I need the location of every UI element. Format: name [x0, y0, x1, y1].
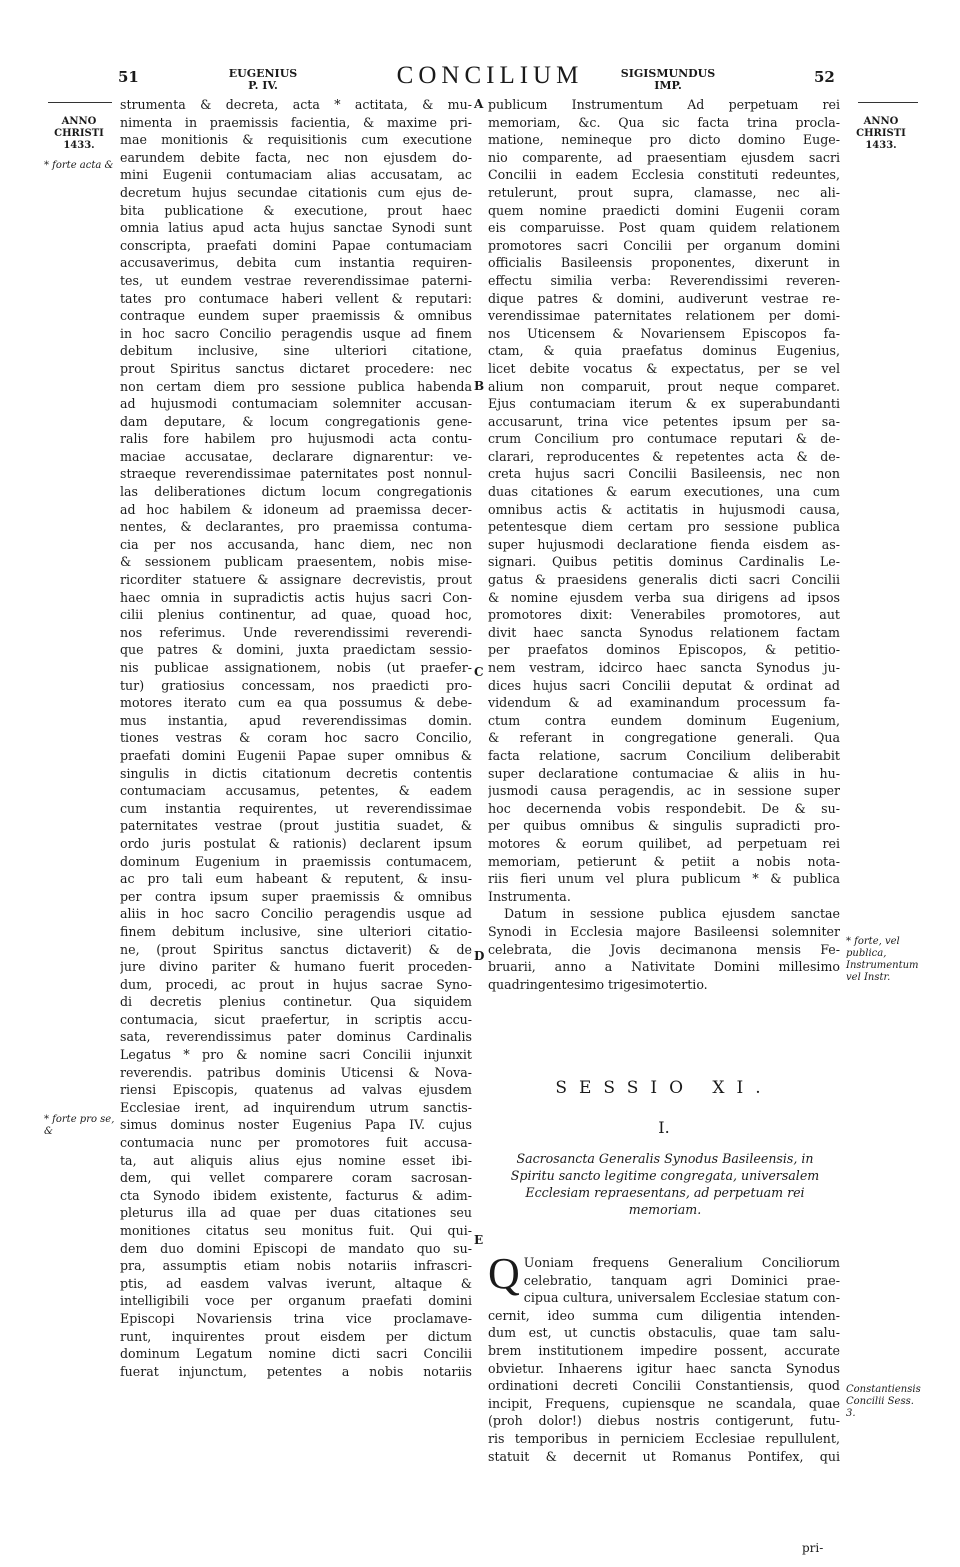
left-column-line: las deliberationes dictum locum congregationis: [120, 484, 472, 500]
right-column-line: Datum in sessione publica ejusdem sanctae: [504, 906, 840, 922]
left-column-line: cum instantia requirentes, ut reverendissimae: [120, 800, 472, 816]
left-column-line: reverendis. patribus dominis Uticensi & Nova-: [120, 1064, 472, 1080]
left-column-line: ptis, ad easdem valvas iverunt, altaque &: [120, 1275, 472, 1291]
right-column-line: Instrumenta.: [488, 888, 571, 904]
right-column-line: hoc decernenda vobis respondebit. De & su-: [488, 800, 840, 816]
left-column-line: ad hujusmodi contumaciam solemniter accusan-: [120, 396, 472, 412]
margin-rule-right: [858, 102, 918, 103]
left-column-line: mus instantia, apud reverendissimas domin.: [120, 712, 472, 728]
left-column-line: contumaciam accusamus, petentes, & eadem: [120, 783, 472, 799]
right-column-line: clarari, reproducentes & repetentes acta & de-: [488, 448, 840, 464]
right-column-line: nos Uticensem & Novariensem Episcopos fa-: [488, 325, 840, 341]
left-column-line: ricorditer statuere & assignare decrevistis, prout: [120, 572, 472, 588]
left-column-line: aliis in hoc sacro Concilio peragendis usque ad: [120, 906, 472, 922]
decree-line: cipua cultura, universalem Ecclesiae statum con-: [523, 1290, 840, 1306]
left-column-line: pleturus illa ad quae per duas citationes seu: [120, 1205, 472, 1221]
left-column-line: earundem debite facta, nec non ejusdem do-: [120, 149, 472, 165]
decree-line: (proh dolor!) diebus nostris contigerunt, futu-: [488, 1413, 840, 1429]
left-column-line: que patres & domini, juxta praedictam sessio-: [120, 642, 472, 658]
left-column-line: fuerat injunctum, petentes a nobis notariis: [120, 1363, 472, 1379]
right-column-line: riis fieri unum vel plura publicum * & publica: [488, 871, 840, 887]
anno-christi-left: [44, 116, 114, 152]
left-column-line: tes, ut eundem vestrae reverendissimae paterni-: [120, 272, 472, 288]
left-column-line: riensi Episcopis, quatenus ad valvas ejusdem: [120, 1082, 472, 1098]
right-column-line: alium non comparuit, prout neque comparet.: [488, 378, 840, 394]
left-column-line: contumacia, sicut praefertur, in scriptis accu-: [120, 1011, 472, 1027]
left-column-line: cilii plenius continentur, ad quae, quoad hoc,: [120, 607, 472, 623]
left-column-line: dominum Eugenium in praemissis contumacem,: [120, 853, 472, 869]
right-text-column: [488, 96, 840, 993]
left-column-line: strumenta & decreta, acta * actitata, & mu-: [120, 97, 472, 112]
right-column-line: motores & eorum quilibet, ad perpetuam rei: [488, 835, 840, 851]
left-column-line: mini Eugenii contumaciam alias accusatam, ac: [120, 167, 472, 183]
section-letter-c: C: [474, 665, 484, 679]
left-column-line: ordo juris postulat & rationis) declarent ipsum: [120, 835, 472, 851]
right-column-line: promotores sacri Concilii per organum domini: [488, 237, 840, 253]
left-column-line: praefati domini Eugenii Papae super omnibus &: [120, 747, 472, 763]
left-column-line: jure divino pariter & humano fuerit proceden-: [120, 959, 472, 975]
margin-note-constantiensis: Constantiensis Concilii Sess. 3.: [846, 1384, 921, 1419]
right-column-line: super hujusmodi declaratione fienda eisdem as-: [488, 536, 840, 552]
page-number-left: 51: [118, 68, 139, 86]
right-column-line: & referant in congregatione generali. Qua: [488, 730, 840, 746]
left-column-line: dum, procedi, ac prout in hujus sacrae Syno-: [120, 976, 472, 992]
left-column-line: debitum inclusive, sine ulteriori citatione,: [120, 343, 472, 359]
left-column-line: non certam diem pro sessione publica habenda: [120, 378, 472, 394]
margin-rule-left: [48, 102, 112, 103]
decree-line: dum est, ut cunctis obstaculis, quae tam salu-: [488, 1325, 840, 1341]
decree-line: ris temporibus in perniciem Ecclesiae repullulent,: [488, 1430, 840, 1446]
left-column-line: cia per nos accusanda, hanc diem, nec non: [120, 536, 472, 552]
section-letter-a: A: [474, 97, 484, 111]
page-title: CONCILIUM: [396, 62, 584, 89]
right-column-line: petentesque diem certam pro sessione publica: [488, 519, 840, 535]
left-column-line: paternitates vestrae (prout justitia suadet, &: [120, 818, 472, 834]
right-column-line: & nomine ejusdem verba sua dirigens ad ipsos: [488, 589, 840, 605]
left-column-line: motores iterato cum ea qua possumus & debe-: [120, 695, 472, 711]
anno-christi-right: [846, 116, 916, 152]
right-column-line: quem nomine praedicti domini Eugenii coram: [488, 202, 840, 218]
anno-right-line-2: CHRISTI: [856, 128, 906, 139]
right-column-line: nem vestram, idcirco haec sancta Synodus ju-: [488, 660, 840, 675]
left-column-line: singulis in dictis citationum decretis contentis: [120, 765, 472, 781]
section-letter-b: B: [474, 379, 485, 393]
left-column-line: contumacia nunc per promotores fuit accusa-: [120, 1135, 472, 1151]
right-column-line: dique patres & domini, audiverunt vestrae re-: [488, 290, 840, 306]
left-column-line: cta Synodo ibidem existente, facturus & adim-: [120, 1187, 472, 1203]
left-column-line: ne, (prout Spiritus sanctus dictaverit) & de: [120, 941, 472, 957]
left-column-line: omnia latius apud acta hujus sanctae Synodi sunt: [120, 220, 472, 236]
left-column-line: straeque reverendissimae paternitates post nonnul-: [120, 466, 472, 482]
left-column-line: maciae accusatae, declarare dignarentur: ve-: [120, 448, 472, 464]
right-column-line: dices hujus sacri Concilii deputat & ordinat ad: [488, 677, 840, 693]
right-column-line: duas citationes & earum executiones, una cum: [488, 484, 840, 500]
left-column-line: tates pro contumace haberi vellent & reputari:: [120, 290, 472, 306]
right-column-line: publicum Instrumentum Ad perpetuam rei: [488, 97, 840, 112]
left-column-line: contraque eundem super praemissis & omnibus: [120, 308, 472, 324]
decree-line: celebratio, tanquam agri Dominici prae-: [523, 1272, 840, 1288]
left-column-line: bita publicatione & executione, prout haec: [120, 202, 472, 218]
anno-left-line-1: ANNO: [61, 116, 97, 127]
right-column-line: Synodi in Ecclesia majore Basileensi solemniter: [488, 923, 840, 939]
right-column-line: Ejus contumaciam iterum & ex superabundanti: [488, 396, 840, 412]
right-column-line: signari. Quibus petitis dominus Cardinalis Le-: [488, 554, 840, 570]
decree-line: incipit, Frequens, cupiensque ne scandala, quae: [488, 1395, 840, 1411]
decree-line: statuit & decernit ut Romanus Pontifex, qui: [488, 1448, 840, 1464]
right-column-line: memoriam, petierunt & petiit a nobis nota-: [488, 853, 840, 869]
drop-cap: Q: [488, 1249, 520, 1298]
right-column-line: creta hujus sacri Concilii Basileensis, nec non: [488, 466, 840, 482]
left-column-line: nos referimus. Unde reverendissimi reverendi-: [120, 624, 472, 640]
page-number-right: 52: [814, 68, 835, 86]
right-column-line: celebrata, die Jovis decimanona mensis Fe-: [488, 941, 840, 957]
section-letter-d: D: [474, 949, 485, 963]
running-head-right: [598, 68, 738, 92]
left-column-line: ac pro tali eum habeant & reputent, & insu-: [120, 871, 472, 887]
right-column-line: officialis Basileensis proponentes, dixerunt in: [488, 255, 840, 271]
left-column-line: sata, reverendissimus pater dominus Cardinalis: [120, 1029, 472, 1045]
margin-note-forte-pro: * forte pro se, &: [44, 1114, 115, 1137]
right-column-line: omnibus actis & actitatis in hujusmodi causa,: [488, 501, 840, 517]
right-column-line: per quibus omnibus & singulis supradicti pro-: [488, 818, 840, 834]
left-column-line: dem duo domini Episcopi de mandato quo su-: [120, 1240, 472, 1256]
left-column-line: finem debitum inclusive, sine ulteriori citatio-: [120, 923, 472, 939]
left-column-line: per contra ipsum super praemissis & omnibus: [120, 888, 472, 904]
right-column-line: retulerunt, prout supra, clamasse, nec ali-: [488, 184, 840, 200]
right-column-line: nio comparente, ad praesentiam ejusdem sacri: [488, 149, 840, 165]
running-head-left-line-2: P. IV.: [248, 79, 278, 92]
left-column-line: Episcopi Novariensis trina vice proclamave-: [120, 1310, 472, 1326]
right-column-line: bruarii, anno a Nativitate Domini millesimo: [488, 959, 840, 975]
right-column-line: gatus & praesidens generalis dicti sacri Concilii: [488, 572, 840, 588]
left-column-line: ad hoc habilem & idoneum ad praemissa decer-: [120, 501, 472, 517]
left-column-line: mae monitionis & requisitionis cum executione: [120, 132, 472, 148]
right-column-line: memoriam, &c. Qua sic facta trina procla-: [488, 114, 840, 130]
session-number: I.: [658, 1118, 670, 1137]
left-column-line: tur) gratiosius concessam, nos praedicti pro-: [120, 677, 472, 693]
left-column-line: Legatus * pro & nomine sacri Concilii injunxit: [120, 1047, 472, 1063]
right-column-line: divit haec sancta Synodus relationem factam: [488, 624, 840, 640]
right-column-line: crum Concilium pro contumace reputari & de-: [488, 431, 840, 447]
right-column-line: eis comparuisse. Post quam quidem relationem: [488, 220, 840, 236]
left-column-line: pra, assumptis etiam nobis notariis infrascri-: [120, 1258, 472, 1274]
right-column-line: ctum contra eundem dominum Eugenium,: [488, 712, 840, 728]
decree-paragraph: [488, 1249, 840, 1465]
left-column-line: in hoc sacro Concilio peragendis usque ad finem: [120, 325, 472, 341]
anno-right-line-1: ANNO: [863, 116, 899, 127]
left-column-line: ralis fore habilem pro hujusmodi acta contu-: [120, 431, 472, 447]
right-column-line: promotores dixit: Venerabiles promotores, aut: [488, 607, 840, 623]
left-column-line: runt, inquirentes prout eisdem per dictum: [120, 1328, 472, 1344]
running-head-left-line-1: EUGENIUS: [228, 67, 298, 80]
left-column-line: di decretis plenius continetur. Qua siquidem: [120, 994, 472, 1010]
right-column-line: facta relatione, sacrum Concilium deliberabit: [488, 747, 840, 763]
right-column-line: licet debite vocatus & expectatus, per se vel: [488, 360, 840, 376]
right-column-line: jusmodi causa peragendis, ac in sessione super: [488, 783, 840, 799]
decree-line: cernit, ideo summa cum diligentia intenden-: [488, 1307, 840, 1323]
margin-note-forte-vel: * forte, vel publica, Instrumentum vel Instr.: [846, 936, 919, 983]
left-column-line: dam deputare, & locum congregationis gene-: [120, 413, 472, 429]
left-column-line: nis publicae assignationem, nobis (ut praefer-: [120, 660, 472, 675]
margin-note-forte-acta: * forte acta &: [44, 160, 114, 171]
left-column-line: dem, qui vellet comparere coram sacrosan-: [120, 1170, 472, 1186]
left-column-line: nimenta in praemissis facientia, & maxime pri-: [120, 114, 472, 130]
right-column-line: ctam, & quia praefatus dominus Eugenius,: [488, 343, 840, 359]
anno-left-line-3: 1433.: [63, 140, 95, 151]
left-column-line: haec omnia in supradictis actis hujus sacri Con-: [120, 589, 472, 605]
right-column-line: quadringentesimo trigesimotertio.: [488, 976, 708, 992]
left-column-line: intelligibili voce per organum praefati domini: [120, 1293, 472, 1309]
left-text-column: [120, 96, 472, 1380]
right-column-line: accusarunt, trina vice petentes ipsum per sa-: [488, 413, 840, 429]
left-column-line: accusaverimus, debita cum instantia requiren-: [120, 255, 472, 271]
left-column-line: tiones vestras & coram hoc sacro Concilio,: [120, 730, 472, 746]
left-column-line: simus dominus noster Eugenius Papa IV. cujus: [120, 1117, 472, 1133]
decree-line: brem institutionem impedire possent, accurate: [488, 1342, 840, 1358]
right-column-line: effectu similia verba: Reverendissimi reveren-: [488, 272, 840, 288]
anno-right-line-3: 1433.: [865, 140, 897, 151]
left-column-line: decretum hujus secundae citationis cum ejus de-: [120, 184, 472, 200]
left-column-line: & sessionem publicam praesentem, nobis mise-: [120, 554, 472, 570]
left-column-line: monitiones citatus seu monitus fuit. Qui qui-: [120, 1223, 472, 1238]
right-column-line: super declaratione contumaciae & aliis in hu-: [488, 765, 840, 781]
running-head-right-line-1: SIGISMUNDUS: [620, 67, 716, 80]
left-column-line: prout Spiritus sanctus dictaret procedere: nec: [120, 360, 472, 376]
decree-line: Uoniam frequens Generalium Conciliorum: [523, 1255, 840, 1270]
decree-line: obvietur. Inhaerens igitur haec sancta Synodus: [488, 1360, 840, 1376]
right-column-line: verendissimae paternitates relationem per domi-: [488, 308, 840, 324]
running-head-right-line-2: IMP.: [654, 79, 682, 92]
right-column-line: videndum & ad examinandum processum fa-: [488, 695, 840, 711]
right-column-line: per praefatos dominos Episcopos, & petitio-: [488, 642, 840, 658]
left-column-line: nentes, & declarantes, pro praemissa contuma-: [120, 519, 472, 535]
session-subtitle: Sacrosancta Generalis Synodus Basileensis, in Spiritu sancto legitime congregata, universalem Ecclesiam repraesentans, ad perpetuam rei memoriam.: [510, 1151, 820, 1217]
left-column-line: Ecclesiae irent, ad inquirendum utrum sanctis-: [120, 1099, 472, 1115]
right-column-line: matione, nemineque pro dicto domino Euge-: [488, 132, 840, 148]
running-head-left: [208, 68, 318, 92]
anno-left-line-2: CHRISTI: [54, 128, 104, 139]
right-column-line: Concilii in eadem Ecclesia constituti redeuntes,: [488, 167, 840, 183]
left-column-line: conscripta, praefati domini Papae contumaciam: [120, 237, 472, 253]
section-letter-e: E: [474, 1233, 484, 1247]
session-heading: SESSIO XI.: [555, 1078, 773, 1098]
decree-line: ordinationi decreti Concilii Constantiensis, quod: [488, 1378, 840, 1394]
catchword: pri-: [802, 1541, 824, 1555]
left-column-line: dominum Legatum nomine dicti sacri Concilii: [120, 1346, 472, 1362]
left-column-line: ta, aut aliquis alius ejus nomine esset ibi-: [120, 1152, 472, 1168]
